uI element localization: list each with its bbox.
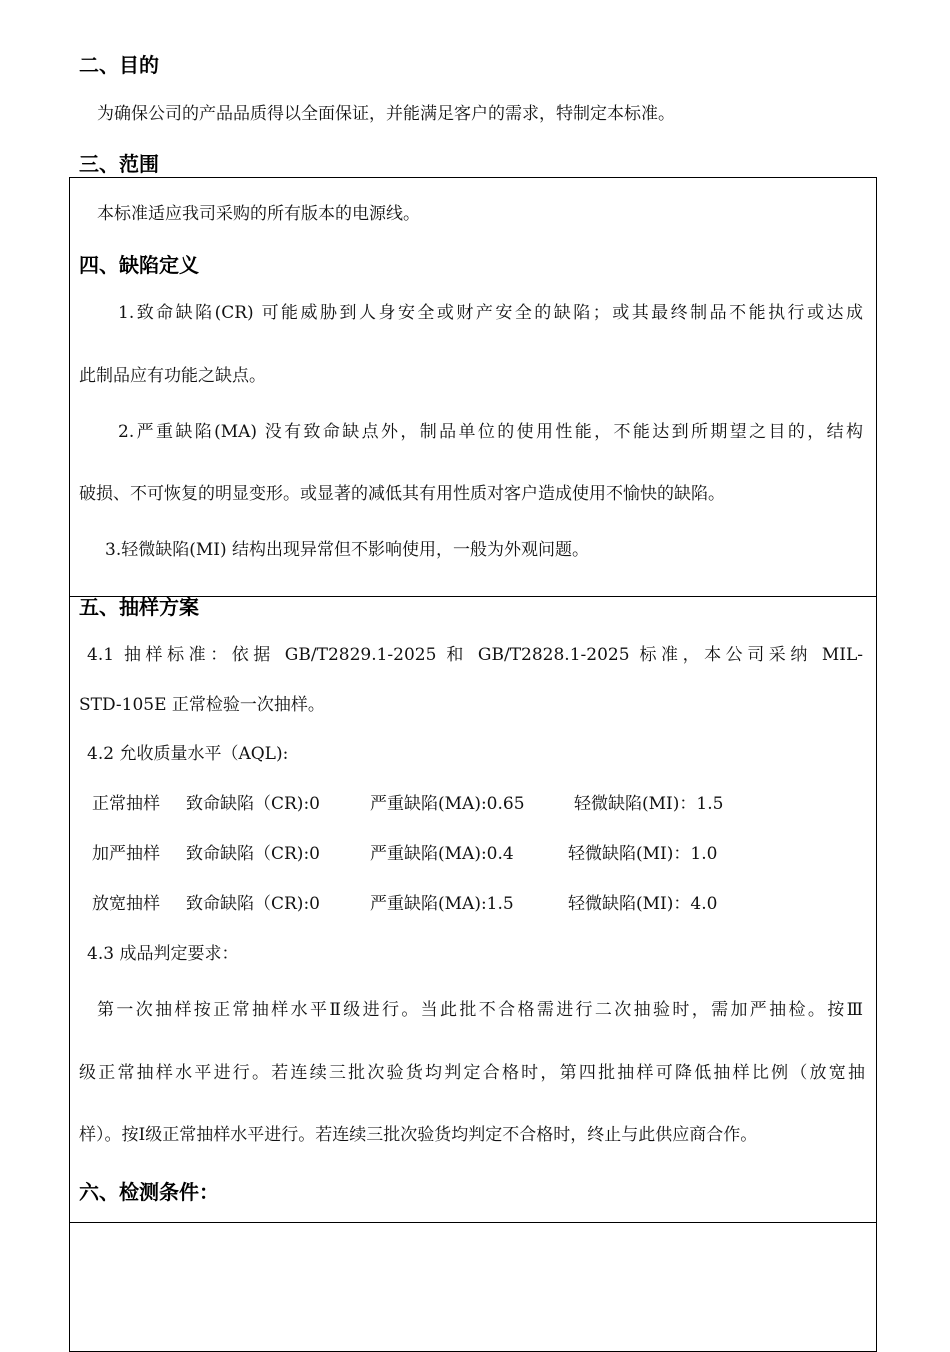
scope-heading: 三、范围 bbox=[79, 152, 159, 176]
cr-definition-line-1: 1.致命缺陷(CR) 可能威胁到人身安全或财产安全的缺陷；或其最终制品不能执行或达成 bbox=[118, 303, 863, 323]
aql-row-normal-cr: 致命缺陷（CR):0 bbox=[186, 794, 320, 814]
aql-row-normal-mode: 正常抽样 bbox=[92, 794, 160, 814]
sampling-standard-line-2: STD-105E 正常检验一次抽样。 bbox=[79, 695, 325, 715]
aql-row-tightened-ma: 严重缺陷(MA):0.4 bbox=[370, 844, 514, 864]
aql-title: 4.2 允收质量水平（AQL): bbox=[87, 744, 289, 764]
ma-definition-line-2: 破损、不可恢复的明显变形。或显著的减低其有用性质对客户造成使用不愉快的缺陷。 bbox=[79, 484, 725, 504]
conditions-heading: 六、检测条件： bbox=[79, 1180, 219, 1204]
aql-row-reduced-mi: 轻微缺陷(MI)：4.0 bbox=[568, 894, 718, 914]
cr-definition-line-2: 此制品应有功能之缺点。 bbox=[79, 366, 266, 386]
mi-definition-line-1: 3.轻微缺陷(MI) 结构出现异常但不影响使用，一般为外观问题。 bbox=[105, 540, 590, 560]
judgement-title: 4.3 成品判定要求： bbox=[87, 944, 239, 964]
purpose-body: 为确保公司的产品品质得以全面保证，并能满足客户的需求，特制定本标准。 bbox=[97, 104, 675, 124]
aql-row-reduced-cr: 致命缺陷（CR):0 bbox=[186, 894, 320, 914]
judgement-line-1: 第一次抽样按正常抽样水平Ⅱ级进行。当此批不合格需进行二次抽验时，需加严抽检。按Ⅲ bbox=[97, 1000, 863, 1020]
sampling-heading: 五、抽样方案 bbox=[79, 595, 199, 619]
judgement-line-2: 级正常抽样水平进行。若连续三批次验货均判定合格时，第四批抽样可降低抽样比例（放宽抽 bbox=[79, 1063, 865, 1083]
conditions-table-cell bbox=[69, 1222, 877, 1352]
aql-row-tightened-cr: 致命缺陷（CR):0 bbox=[186, 844, 320, 864]
aql-row-reduced-ma: 严重缺陷(MA):1.5 bbox=[370, 894, 514, 914]
aql-row-tightened-mode: 加严抽样 bbox=[92, 844, 160, 864]
scope-body: 本标准适应我司采购的所有版本的电源线。 bbox=[97, 204, 420, 224]
judgement-line-3: 样）。按Ⅰ级正常抽样水平进行。若连续三批次验货均判定不合格时，终止与此供应商合作。 bbox=[79, 1125, 758, 1145]
purpose-heading: 二、目的 bbox=[79, 53, 159, 77]
aql-row-normal-ma: 严重缺陷(MA):0.65 bbox=[370, 794, 525, 814]
ma-definition-line-1: 2.严重缺陷(MA) 没有致命缺点外，制品单位的使用性能，不能达到所期望之目的，结构 bbox=[118, 422, 863, 442]
defects-heading: 四、缺陷定义 bbox=[79, 253, 199, 277]
aql-row-tightened-mi: 轻微缺陷(MI)：1.0 bbox=[568, 844, 718, 864]
sampling-standard-line-1: 4.1 抽样标准：依据 GB/T2829.1-2025 和 GB/T2828.1-2025 标准，本公司采纳 MIL- bbox=[87, 645, 863, 665]
aql-row-reduced-mode: 放宽抽样 bbox=[92, 894, 160, 914]
aql-row-normal-mi: 轻微缺陷(MI)：1.5 bbox=[574, 794, 724, 814]
scope-defects-table-cell bbox=[69, 177, 877, 597]
